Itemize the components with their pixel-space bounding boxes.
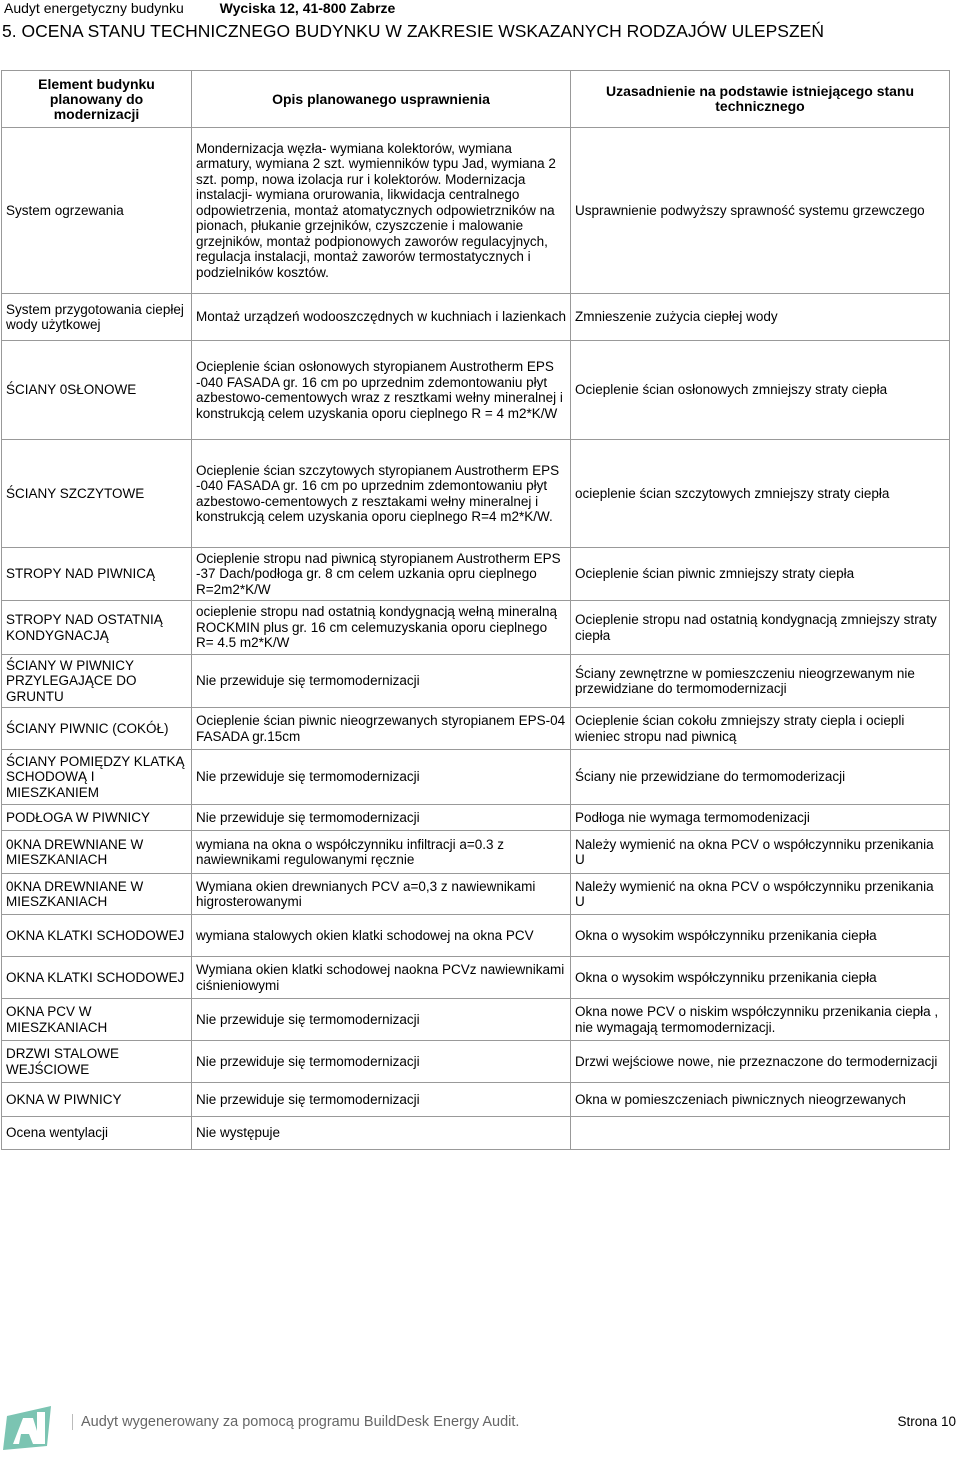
element-cell: STROPY NAD OSTATNIĄ KONDYGNACJĄ bbox=[2, 601, 192, 655]
col-header-element: Element budynku planowany do modernizacji bbox=[2, 71, 192, 128]
justification-cell: Ocieplenie ścian piwnic zmniejszy straty ciepła bbox=[571, 548, 950, 601]
element-cell: STROPY NAD PIWNICĄ bbox=[2, 548, 192, 601]
justification-cell: Ocieplenie ścian osłonowych zmniejszy straty ciepła bbox=[571, 341, 950, 440]
description-cell: Wymiana okien klatki schodowej naokna PCVz nawiewnikami ciśnieniowymi bbox=[192, 957, 571, 999]
table-row bbox=[2, 915, 950, 957]
justification-cell bbox=[571, 1117, 950, 1150]
element-cell: 0KNA DREWNIANE W MIESZKANIACH bbox=[2, 874, 192, 915]
description-cell: Ocieplenie ścian szczytowych styropianem Austrotherm EPS -040 FASADA gr. 16 cm po uprzednim zdemontowaniu płyt azbestowo-cementowych z resztakami wełny mineralnej i konstrukcją celem uzyskania oporu cieplnego R=4 m2*K/W. bbox=[192, 440, 571, 548]
element-cell: DRZWI STALOWE WEJŚCIOWE bbox=[2, 1041, 192, 1083]
table-row bbox=[2, 805, 950, 831]
description-cell: Mondernizacja węzła- wymiana kolektorów, wymiana armatury, wymiana 2 szt. wymienników typu Jad, wymiana 2 szt. pomp, nowa izolacja rur i kolektorów. Modernizacja instalacji- wymiana orurowania, likwidacja centralnego odpowietrzenia, montaż atomatycznych odpowietrzników na pionach, płukanie grzejników, czyszczenie i malowanie grzejników, montaż podpionowych zaworów regulacyjnych, regulacja instalacji, montaż zaworów termostatycznych i podzielników kosztów. bbox=[192, 128, 571, 294]
description-cell: Ocieplenie stropu nad piwnicą styropianem Austrotherm EPS -37 Dach/podłoga gr. 8 cm celem uzkania opru cieplnego R=2m2*K/W bbox=[192, 548, 571, 601]
justification-cell: Należy wymienić na okna PCV o współczynniku przenikania U bbox=[571, 874, 950, 915]
table-row bbox=[2, 294, 950, 341]
justification-cell: Usprawnienie podwyższy sprawność systemu grzewczego bbox=[571, 128, 950, 294]
table-row bbox=[2, 128, 950, 294]
col-header-justification: Uzasadnienie na podstawie istniejącego stanu technicznego bbox=[571, 71, 950, 128]
description-cell: Ocieplenie ścian osłonowych styropianem Austrotherm EPS -040 FASADA gr. 16 cm po uprzednim zdemontowaniu płyt azbestowo-cementowych wraz z resztkami wełny mineralnej i konstrukcją celem uzyskania oporu cieplnego R = 4 m2*K/W bbox=[192, 341, 571, 440]
description-cell: Nie przewiduje się termomodernizacji bbox=[192, 805, 571, 831]
element-cell: Ocena wentylacji bbox=[2, 1117, 192, 1150]
footer-text: Audyt wygenerowany za pomocą programu BuildDesk Energy Audit. bbox=[72, 1414, 519, 1430]
justification-cell: Okna o wysokim współczynniku przenikania ciepła bbox=[571, 915, 950, 957]
justification-cell: Ściany nie przewidziane do termomoderizacji bbox=[571, 750, 950, 805]
table-row bbox=[2, 601, 950, 655]
table-row bbox=[2, 1083, 950, 1117]
table-row bbox=[2, 999, 950, 1041]
table-row bbox=[2, 341, 950, 440]
element-cell: System przygotowania ciepłej wody użytkowej bbox=[2, 294, 192, 341]
justification-cell: Ściany zewnętrzne w pomieszczeniu nieogrzewanym nie przewidziane do termomodernizacji bbox=[571, 655, 950, 708]
description-cell: Nie przewiduje się termomodernizacji bbox=[192, 999, 571, 1041]
justification-cell: Ocieplenie ścian cokołu zmniejszy straty ciepla i ocieplі wieniec stropu nad piwnicą bbox=[571, 708, 950, 750]
description-cell: wymiana na okna o współczynniku infiltracji a=0.3 z nawiewnikami regulowanymi ręcznie bbox=[192, 831, 571, 874]
section-title: 5. OCENA STANU TECHNICZNEGO BUDYNKU W ZAKRESIE WSKAZANYCH RODZAJÓW ULEPSZEŃ bbox=[2, 21, 824, 41]
justification-cell: Podłoga nie wymaga termomodenizacji bbox=[571, 805, 950, 831]
address-label: Wyciska 12, 41-800 Zabrze bbox=[219, 0, 396, 16]
table-row bbox=[2, 548, 950, 601]
element-cell: System ogrzewania bbox=[2, 128, 192, 294]
element-cell: ŚCIANY POMIĘDZY KLATKĄ SCHODOWĄ I MIESZKANIEM bbox=[2, 750, 192, 805]
element-cell: ŚCIANY SZCZYTOWE bbox=[2, 440, 192, 548]
description-cell: Montaż urządzeń wodooszczędnych w kuchniach i lazienkach bbox=[192, 294, 571, 341]
description-cell: Wymiana okien drewnianych PCV a=0,3 z nawiewnikami higrosterowanymi bbox=[192, 874, 571, 915]
page-footer bbox=[0, 1404, 960, 1458]
description-cell: ocieplenie stropu nad ostatnią kondygnacją wełną mineralną ROCKMIN plus gr. 16 cm celemuzyskania oporu cieplnego R= 4.5 m2*K/W bbox=[192, 601, 571, 655]
table-row bbox=[2, 957, 950, 999]
justification-cell: Ocieplenie stropu nad ostatnią kondygnacją zmniejszy straty ciepła bbox=[571, 601, 950, 655]
justification-cell: Należy wymienić na okna PCV o współczynniku przenikania U bbox=[571, 831, 950, 874]
element-cell: OKNA W PIWNICY bbox=[2, 1083, 192, 1117]
auditor-label: Audyt energetyczny budynku bbox=[4, 0, 184, 16]
element-cell: ŚCIANY 0SŁONOWE bbox=[2, 341, 192, 440]
justification-cell: ocieplenie ścian szczytowych zmniejszy straty ciepła bbox=[571, 440, 950, 548]
element-cell: 0KNA DREWNIANE W MIESZKANIACH bbox=[2, 831, 192, 874]
table-row bbox=[2, 708, 950, 750]
description-cell: Nie przewiduje się termomodernizacji bbox=[192, 1041, 571, 1083]
table-row bbox=[2, 874, 950, 915]
justification-cell: Zmnieszenie zużycia ciepłej wody bbox=[571, 294, 950, 341]
improvements-table bbox=[1, 70, 950, 1150]
builddesk-logo-icon bbox=[3, 1406, 55, 1450]
element-cell: ŚCIANY PIWNIC (COKÓŁ) bbox=[2, 708, 192, 750]
table-row bbox=[2, 1041, 950, 1083]
element-cell: OKNA KLATKI SCHODOWEJ bbox=[2, 957, 192, 999]
description-cell: Ocieplenie ścian piwnic nieogrzewanych styropianem EPS-04 FASADA gr.15cm bbox=[192, 708, 571, 750]
table-row bbox=[2, 831, 950, 874]
element-cell: ŚCIANY W PIWNICY PRZYLEGAJĄCE DO GRUNTU bbox=[2, 655, 192, 708]
description-cell: Nie przewiduje się termomodernizacji bbox=[192, 750, 571, 805]
description-cell: Nie przewiduje się termomodernizacji bbox=[192, 1083, 571, 1117]
page-number: Strona 10 bbox=[897, 1414, 956, 1429]
description-cell: Nie występuje bbox=[192, 1117, 571, 1150]
justification-cell: Okna o wysokim współczynniku przenikania ciepła bbox=[571, 957, 950, 999]
table-row bbox=[2, 440, 950, 548]
table-row bbox=[2, 655, 950, 708]
justification-cell: Drzwi wejściowe nowe, nie przeznaczone do termodernizacji bbox=[571, 1041, 950, 1083]
table-row bbox=[2, 750, 950, 805]
justification-cell: Okna nowe PCV o niskim współczynniku przenikania ciepła , nie wymagają termomodernizacji. bbox=[571, 999, 950, 1041]
description-cell: Nie przewiduje się termomodernizacji bbox=[192, 655, 571, 708]
element-cell: OKNA PCV W MIESZKANIACH bbox=[2, 999, 192, 1041]
page-header bbox=[4, 0, 427, 16]
col-header-description: Opis planowanego usprawnienia bbox=[192, 71, 571, 128]
description-cell: wymiana stalowych okien klatki schodowej na okna PCV bbox=[192, 915, 571, 957]
table-row bbox=[2, 1117, 950, 1150]
element-cell: PODŁOGA W PIWNICY bbox=[2, 805, 192, 831]
element-cell: OKNA KLATKI SCHODOWEJ bbox=[2, 915, 192, 957]
justification-cell: Okna w pomieszczeniach piwnicznych nieogrzewanych bbox=[571, 1083, 950, 1117]
table-header-row bbox=[2, 71, 950, 128]
